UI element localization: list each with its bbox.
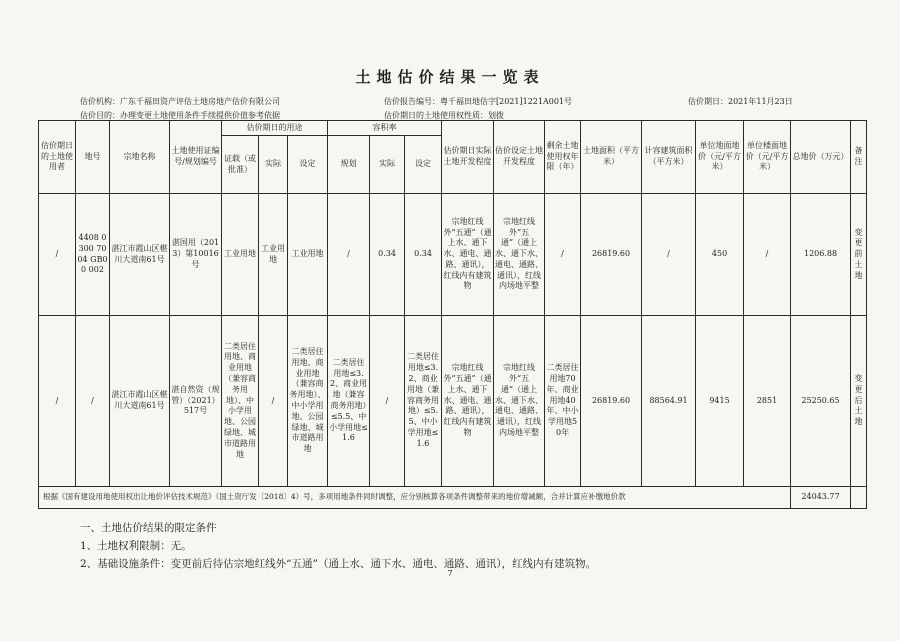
cell-unit-floor-price: 2851: [744, 316, 791, 487]
note-remark-cell: [851, 487, 867, 509]
page-title: 土地估价结果一览表: [355, 68, 545, 86]
cell-far-set: 二类居住用地≤3.2、商业用地（兼容商务用地）≤5.5、中小学用地≤1.6: [405, 316, 442, 487]
header-far-set: 设定: [405, 136, 442, 194]
section-heading: 一、土地估价结果的限定条件: [80, 522, 217, 534]
cell-user: /: [39, 316, 76, 487]
header-use-actual: 实际: [259, 136, 288, 194]
cell-total-price: 25250.65: [791, 316, 851, 487]
cell-cert-no: 湛自然资（规管）（2021）517号: [170, 316, 222, 487]
cell-parcel-no: 4408 0300 7004 GB00 002: [76, 194, 110, 316]
cell-remain-years: 二类居住用地70年、商业用地40年、中小学用地50年: [545, 316, 581, 487]
cell-far-set: 0.34: [405, 194, 442, 316]
cell-dev-set: 宗地红线外“五通”（通上水、通下水、通电、通路、通讯），红线内场地平整: [494, 194, 545, 316]
header-use-set: 设定: [288, 136, 328, 194]
cell-use-actual: /: [259, 316, 288, 487]
cell-use-cert: 二类居住用地、商业用地（兼容商务用地）、中小学用地、公园绿地、城市道路用地: [222, 316, 259, 487]
cell-unit-land-price: 9415: [696, 316, 744, 487]
header-total-price: 总地价（万元）: [791, 121, 851, 194]
cell-use-set: 工业用地: [288, 194, 328, 316]
header-unit-land-price: 单位地面地价（元/平方米）: [696, 121, 744, 194]
cell-dev-set: 宗地红线外“五通”（通上水、通下水、通电、通路、通讯），红线内场地平整: [494, 316, 545, 487]
cell-land-area: 26819.60: [581, 194, 642, 316]
cell-remark: 变更前土地: [851, 194, 867, 316]
cell-remain-years: /: [545, 194, 581, 316]
note-row: [39, 487, 867, 509]
cell-far-plan: /: [328, 194, 370, 316]
adjustment-note: 根据《国有建设用地使用权出让地价评估技术规范》（国土资厅发〔2018〕4）号，多项用地条件同时调整，应分别核算各项条件调整带来的地价增减额，合并计算应补缴地价款: [39, 487, 791, 509]
header-remain-years: 剩余土地使用权年限（年）: [545, 121, 581, 194]
cell-far-actual: /: [370, 316, 405, 487]
cell-use-actual: 工业用地: [259, 194, 288, 316]
appraisal-org: 估价机构：广东千福田资产评估土地房地产估价有限公司: [80, 97, 280, 106]
header-unit-floor-price: 单位楼面地价（元/平方米）: [744, 121, 791, 194]
cell-dev-actual: 宗地红线外“五通”（通上水、通下水、通电、通路、通讯），红线内有建筑物: [442, 194, 494, 316]
cell-unit-floor-price: /: [744, 194, 791, 316]
valuation-date: 估价期日：2021年11月23日: [688, 97, 793, 106]
header-land-area: 土地面积（平方米）: [581, 121, 642, 194]
cell-parcel-name: 湛江市霞山区椹川大道南61号: [110, 316, 170, 487]
adjustment-total: 24043.77: [791, 487, 851, 509]
header-use-group: 估价期日的用途: [222, 121, 328, 136]
cell-far-actual: 0.34: [370, 194, 405, 316]
cell-user: /: [39, 194, 76, 316]
cell-land-area: 26819.60: [581, 316, 642, 487]
header-far-actual: 实际: [370, 136, 405, 194]
valuation-result-table: [38, 120, 867, 509]
cell-dev-actual: 宗地红线外“五通”（通上水、通下水、通电、通路、通讯），红线内有建筑物: [442, 316, 494, 487]
cell-parcel-name: 湛江市霞山区椹川大道南61号: [110, 194, 170, 316]
cell-parcel-no: /: [76, 316, 110, 487]
header-remark: 备注: [851, 121, 867, 194]
table-row: [39, 316, 867, 487]
cell-total-price: 1206.88: [791, 194, 851, 316]
header-parcel-name: 宗地名称: [110, 121, 170, 194]
page-number: 7: [447, 569, 453, 578]
header-far-plan: 规划: [328, 136, 370, 194]
land-right-type: 估价期日的土地使用权性质：划拨: [384, 111, 504, 120]
cell-unit-land-price: 450: [696, 194, 744, 316]
header-user: 估价期日的土地使用者: [39, 121, 76, 194]
cell-build-area: 88564.91: [642, 316, 696, 487]
header-cert-no: 土地使用证编号/规划编号: [170, 121, 222, 194]
cell-cert-no: 湛国用（2013）第10016号: [170, 194, 222, 316]
header-dev-set: 估价设定土地开发程度: [494, 121, 545, 194]
cell-remark: 变更后土地: [851, 316, 867, 487]
header-parcel-no: 地号: [76, 121, 110, 194]
header-far-group: 容积率: [328, 121, 442, 136]
cell-use-set: 二类居住用地、商业用地（兼容商务用地）、中小学用地、公园绿地、城市道路用地: [288, 316, 328, 487]
header-use-cert: 证载（或批准）: [222, 136, 259, 194]
cell-use-cert: 工业用地: [222, 194, 259, 316]
cell-far-plan: 二类居住用地≤3.2、商业用地（兼容商务用地）≤5.5、中小学用地≤1.6: [328, 316, 370, 487]
header-row-1: [39, 121, 867, 136]
header-dev-actual: 估价期日实际土地开发程度: [442, 121, 494, 194]
land-rights-limit: 1、土地权利限制：无。: [80, 540, 192, 552]
valuation-purpose: 估价目的：办理变更土地使用条件手续提供价值参考依据: [80, 111, 280, 120]
infrastructure-conditions: 2、基础设施条件：变更前后待估宗地红线外“五通”（通上水、通下水、通电、通路、通讯），红线内有建筑物。: [80, 558, 597, 570]
table-row: [39, 194, 867, 316]
cell-build-area: /: [642, 194, 696, 316]
header-build-area: 计容建筑面积（平方米）: [642, 121, 696, 194]
report-number: 估价报告编号：粤千福田地估字[2021]1221A001号: [384, 97, 573, 106]
